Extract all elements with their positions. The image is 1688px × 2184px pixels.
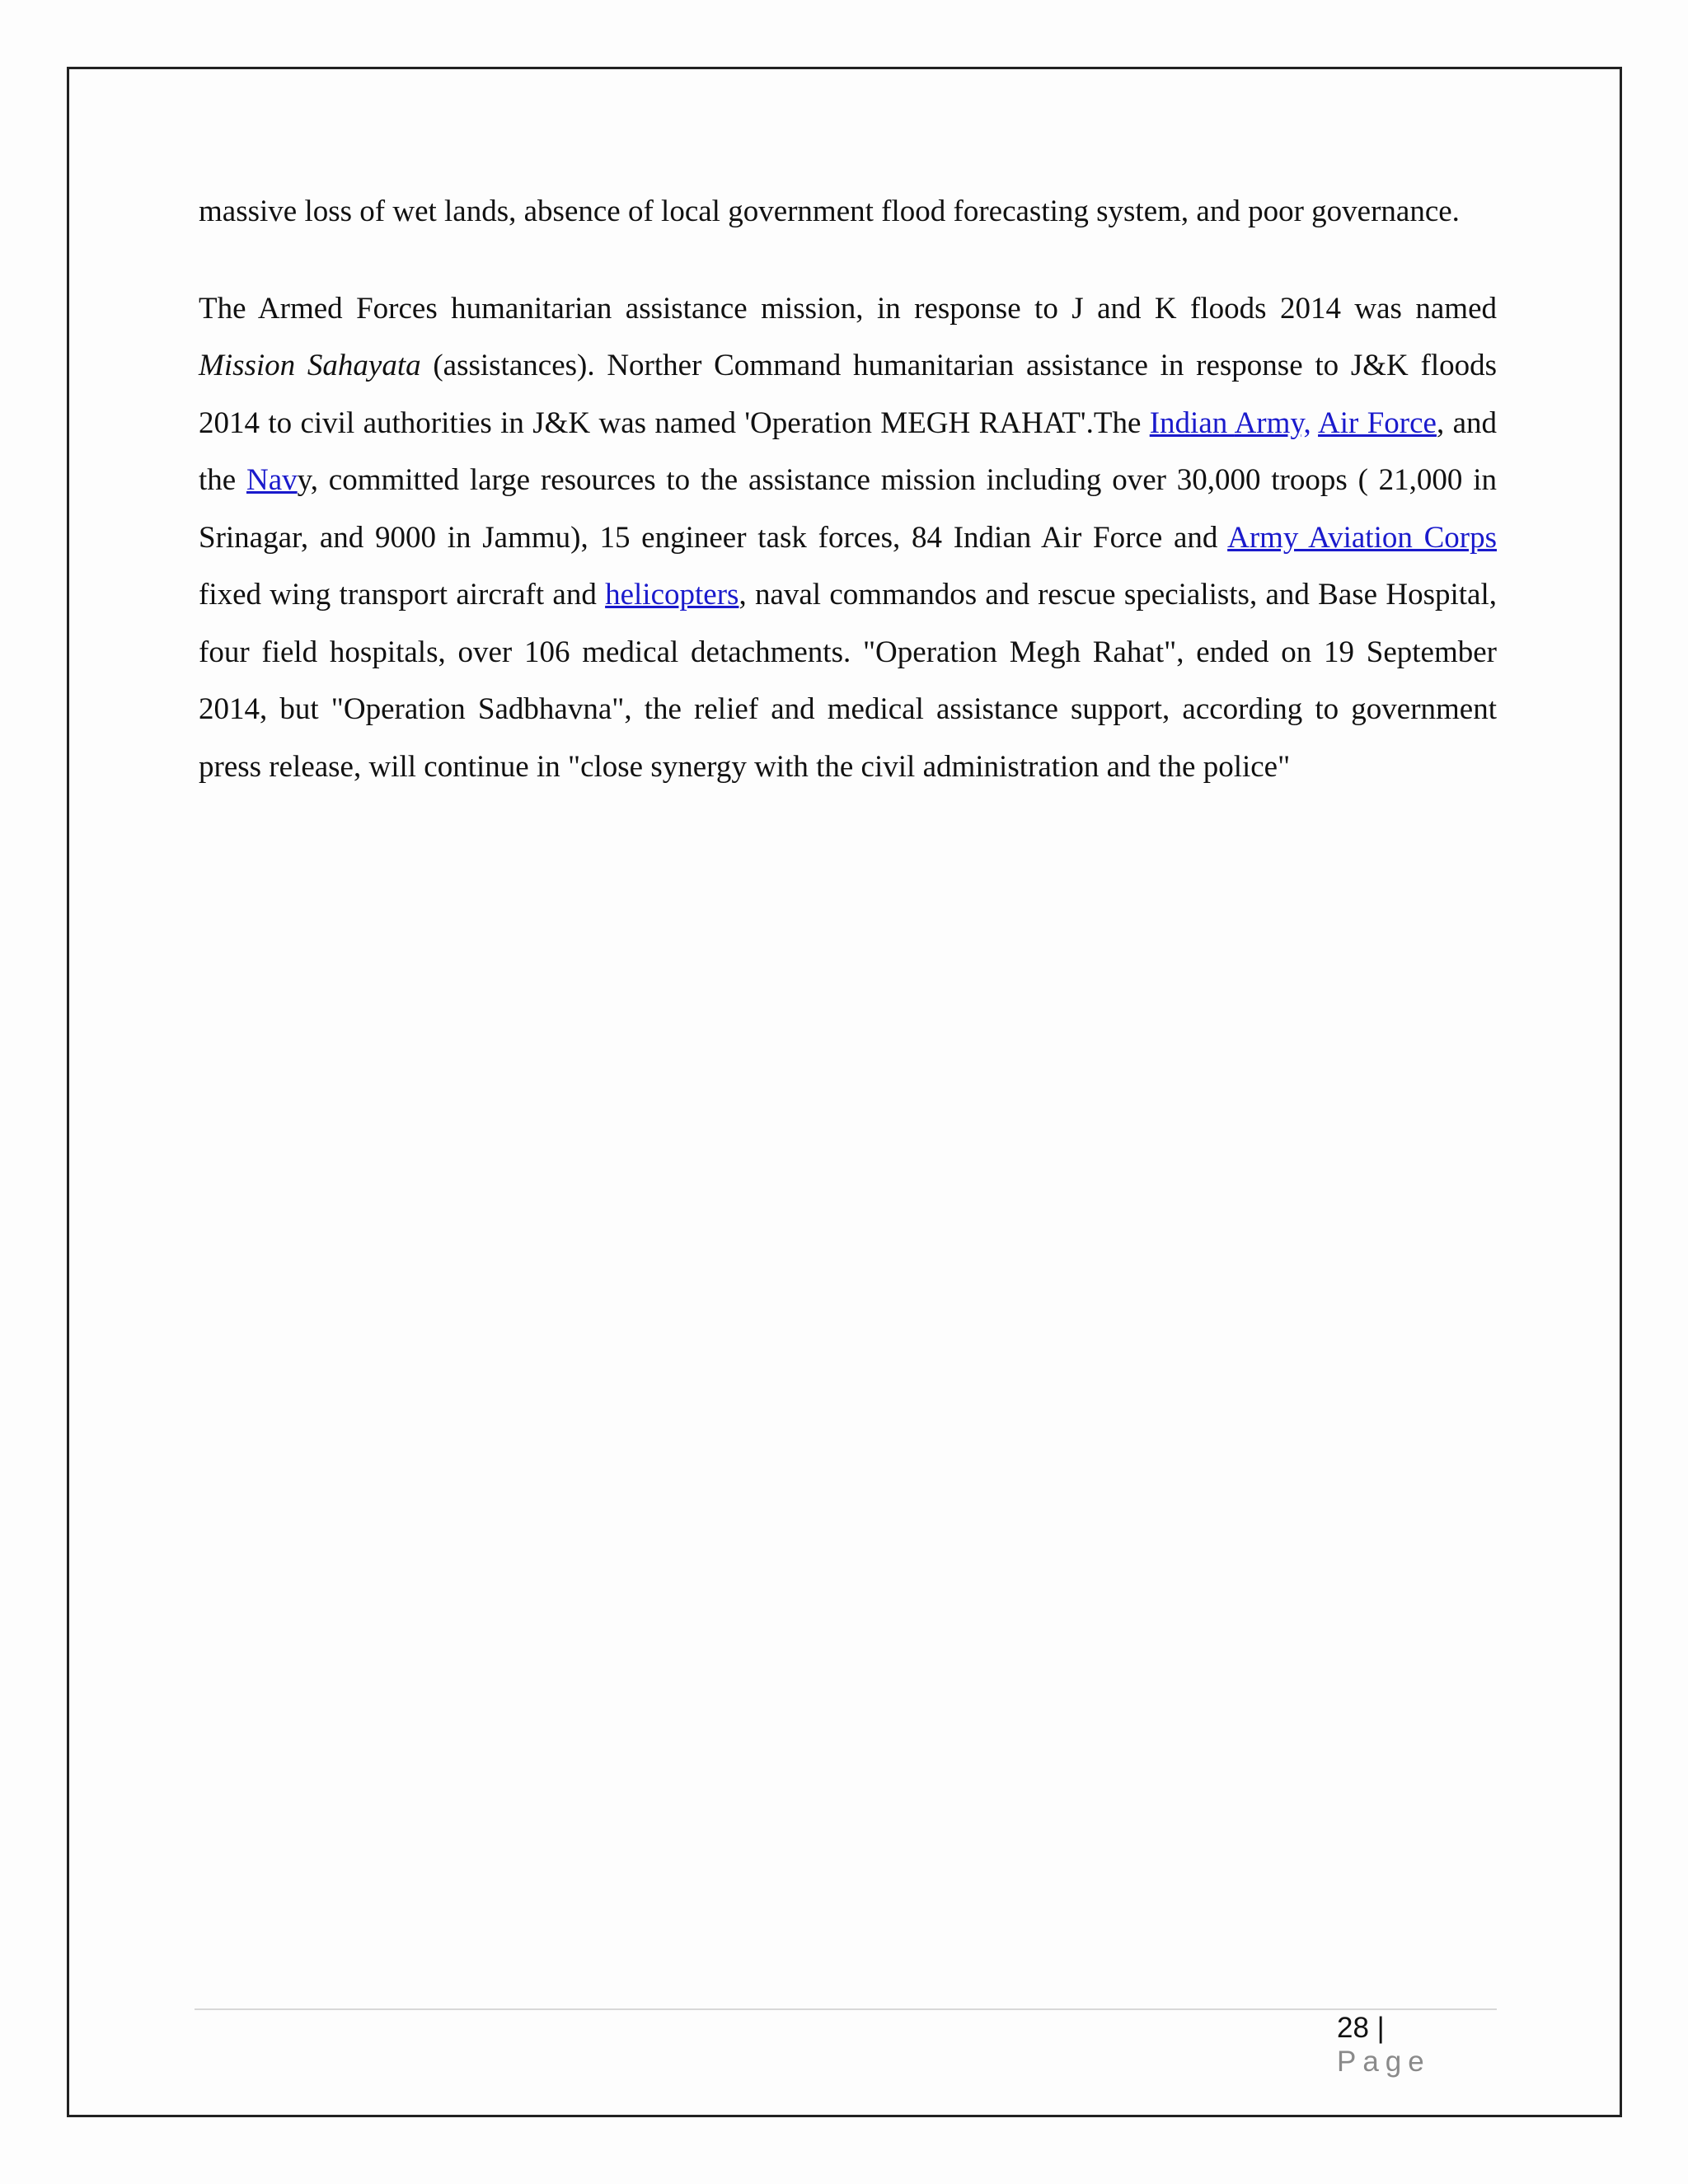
text-segment: fixed wing transport aircraft and [199, 578, 606, 612]
text-segment: (assistances). Norther Command humanitarian assistance in response to J&K floods 2014 to civil authorities in J&K was named 'Operation MEGH RAHAT'.The [199, 349, 1497, 440]
footer-divider [195, 2008, 1497, 2010]
text-segment: , and the [199, 405, 1497, 497]
text-segment: , naval commandos and rescue specialists, and Base Hospital, four field hospitals, over 106 medical detachments. "Operation Megh Rahat", ended on 19 September 2014, but "Operation Sadbhavna", the relief and medical assistance support, according to government press release, will continue in "close synergy with the civil administration and the police" [199, 578, 1497, 784]
link-indian[interactable]: Indian [1149, 405, 1235, 440]
paragraph-1: massive loss of wet lands, absence of local government flood forecasting system, and poor governance. [199, 194, 1460, 228]
text-segment [1311, 406, 1318, 440]
text-segment: The Armed Forces humanitarian assistance mission, in response to J and K floods 2014 was named [199, 291, 1497, 326]
page-label: Page [1337, 2046, 1431, 2078]
link-navy[interactable]: Nav [246, 463, 298, 497]
mission-name-italic: Mission Sahayata [199, 349, 421, 382]
page-footer [1337, 2011, 1481, 2079]
link-army[interactable]: Army, [1234, 405, 1311, 440]
paragraph-2 [199, 280, 1497, 796]
link-helicopters[interactable]: helicopters [605, 578, 739, 612]
link-air-force[interactable]: Air Force [1318, 405, 1437, 440]
text-segment: y, committed large resources to the assistance mission including over 30,000 troops ( 21,000 in Srinagar, and 9000 in Jammu), 15 engineer task forces, 84 Indian Air Force and [199, 463, 1498, 555]
document-body [199, 183, 1497, 795]
link-army-aviation-corps[interactable]: Army Aviation Corps [1227, 520, 1497, 555]
page-number: 28 [1337, 2012, 1369, 2044]
page-separator: | [1368, 2012, 1385, 2044]
